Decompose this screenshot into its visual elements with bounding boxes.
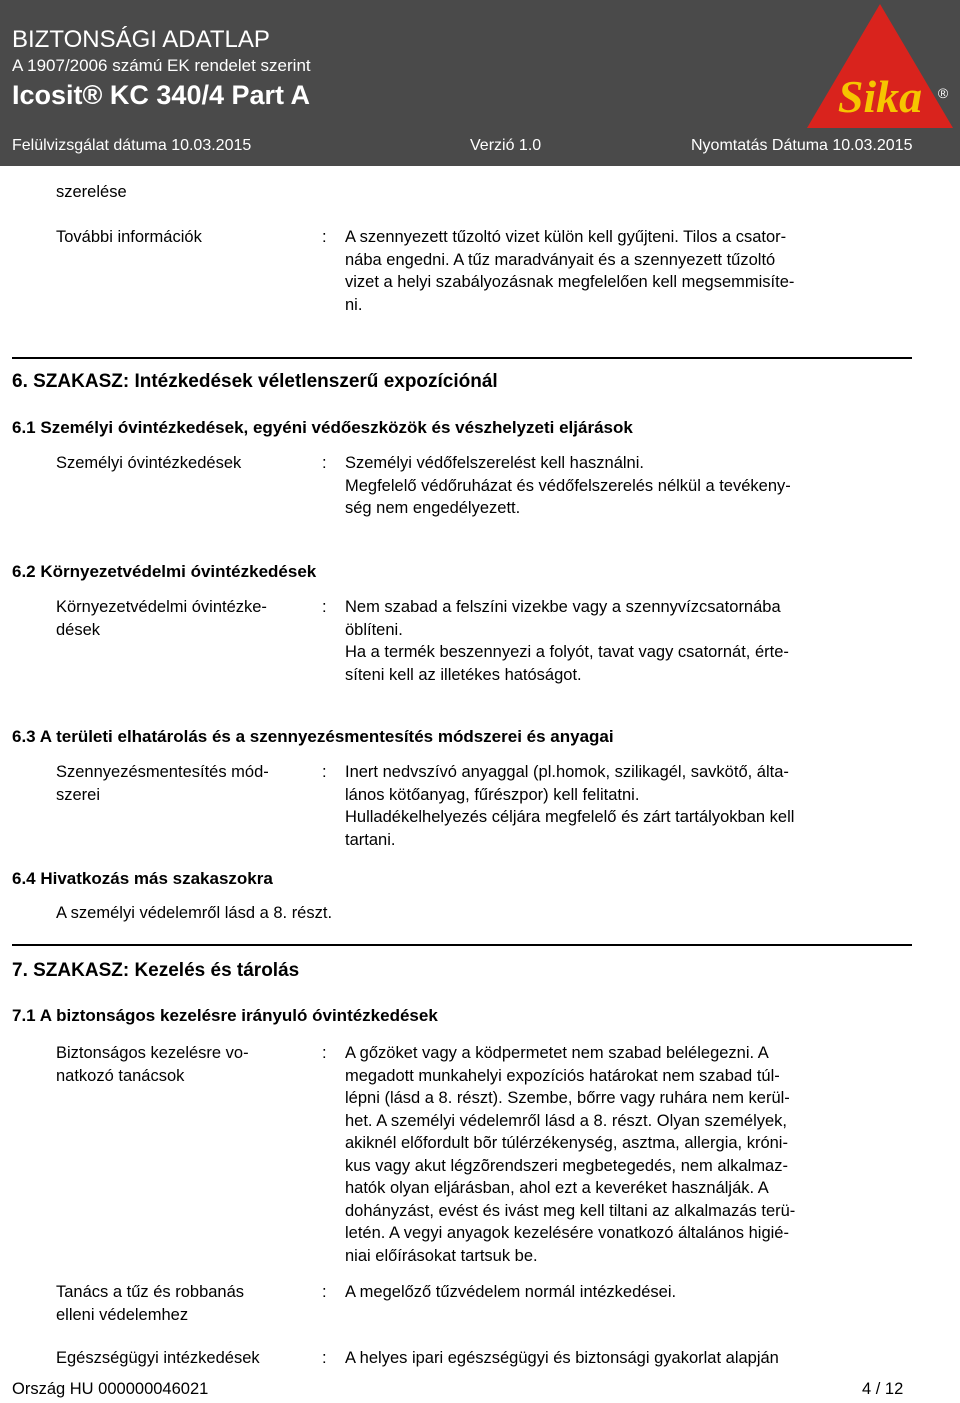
- hygiene-measures-value: A helyes ipari egészségügyi és biztonsági gyakorlat alapján: [345, 1349, 779, 1367]
- print-date: Nyomtatás Dátuma 10.03.2015: [691, 137, 913, 154]
- cleanup-methods-label: Szennyezésmentesítés mód- szerei: [56, 763, 269, 804]
- logo-registered-mark: ®: [937, 85, 949, 101]
- subsection-6-2-heading: 6.2 Környezetvédelmi óvintézkedések: [12, 562, 317, 581]
- safe-handling-value: A gőzöket vagy a ködpermetet nem szabad belélegezni. A megadott munkahelyi expozíciós határokat nem szabad túl- lépni (lásd a 8. részt). Szembe, bőrre vagy ruhára nem kerül- het. A személyi védelemről lásd a 8. részt. Olyan személyek, akiknél előfordult bõr túlérzékenység, asztma, allergia, króni- kus vagy akut légzõrendszeri megbetegedés, nem alkalmaz- hatók olyan eljárásban, ahol ezt a keveréket használják. A dohányzást, evést és ivást meg kell tiltani az alkalmazás terü- letén. A vegyi anyagok kezelésére vonatkozó általános higié- niai előírásokat tartsuk be.: [345, 1044, 796, 1265]
- colon-separator: :: [322, 1283, 327, 1301]
- subsection-6-1-heading: 6.1 Személyi óvintézkedések, egyéni védőeszközök és vészhelyzeti eljárások: [12, 418, 633, 437]
- environmental-precautions-label: Környezetvédelmi óvintézke- dések: [56, 598, 267, 639]
- reference-text: A személyi védelemről lásd a 8. részt.: [56, 904, 333, 922]
- environmental-precautions-value: Nem szabad a felszíni vizekbe vagy a szennyvízcsatornába öblíteni. Ha a termék beszennyezi a folyót, tavat vagy csatornát, érte- síteni kell az illetékes hatóságot.: [345, 598, 789, 684]
- personal-precautions-label: Személyi óvintézkedések: [56, 454, 242, 472]
- cleanup-methods-value: Inert nedvszívó anyaggal (pl.homok, szilikagél, savkötő, álta- lános kötőanyag, fűrészpor) kell felitatni. Hulladékelhelyezés céljára megfelelő és zárt tartályokban kell tartani.: [345, 763, 795, 849]
- continued-label: szerelése: [56, 183, 127, 201]
- hygiene-measures-label: Egészségügyi intézkedések: [56, 1349, 260, 1367]
- product-name: Icosit® KC 340/4 Part A: [12, 80, 311, 110]
- colon-separator: :: [322, 598, 327, 616]
- fire-protection-value: A megelőző tűzvédelem normál intézkedései.: [345, 1283, 677, 1301]
- section-6-heading: 6. SZAKASZ: Intézkedések véletlenszerű expozíciónál: [12, 371, 498, 392]
- subsection-6-3-heading: 6.3 A területi elhatárolás és a szennyezésmentesítés módszerei és anyagai: [12, 727, 614, 746]
- colon-separator: :: [322, 228, 327, 246]
- sika-logo: [805, 2, 955, 130]
- personal-precautions-value: Személyi védőfelszerelést kell használni. Megfelelő védőruházat és védőfelszerelés nélkül a tevékeny- ség nem engedélyezett.: [345, 454, 791, 517]
- subsection-7-1-heading: 7.1 A biztonságos kezelésre irányuló óvintézkedések: [12, 1006, 438, 1025]
- further-info-label: További információk: [56, 228, 202, 246]
- colon-separator: :: [322, 1349, 327, 1367]
- section-divider: [12, 357, 912, 359]
- footer-country-code: Ország HU 000000046021: [12, 1380, 209, 1398]
- safe-handling-label: Biztonságos kezelésre vo- natkozó tanácsok: [56, 1044, 249, 1085]
- section-divider: [12, 944, 912, 946]
- document-title: BIZTONSÁGI ADATLAP: [12, 26, 270, 53]
- revision-date: Felülvizsgálat dátuma 10.03.2015: [12, 137, 252, 154]
- subsection-6-4-heading: 6.4 Hivatkozás más szakaszokra: [12, 869, 273, 888]
- section-7-heading: 7. SZAKASZ: Kezelés és tárolás: [12, 960, 300, 981]
- logo-text: Sika: [837, 71, 923, 122]
- colon-separator: :: [322, 1044, 327, 1062]
- further-info-value: A szennyezett tűzoltó vizet külön kell gyűjteni. Tilos a csator- nába engedni. A tűz maradványait és a szennyezett tűzoltó vizet a helyi szabályozásnak megfelelően kell megsemmisíte- ni.: [345, 228, 795, 314]
- fire-protection-label: Tanács a tűz és robbanás elleni védelemhez: [56, 1283, 245, 1324]
- version-label: Verzió 1.0: [470, 137, 542, 154]
- colon-separator: :: [322, 763, 327, 781]
- colon-separator: :: [322, 454, 327, 472]
- page-number: 4 / 12: [862, 1380, 904, 1398]
- regulation-line: A 1907/2006 számú EK rendelet szerint: [12, 56, 311, 75]
